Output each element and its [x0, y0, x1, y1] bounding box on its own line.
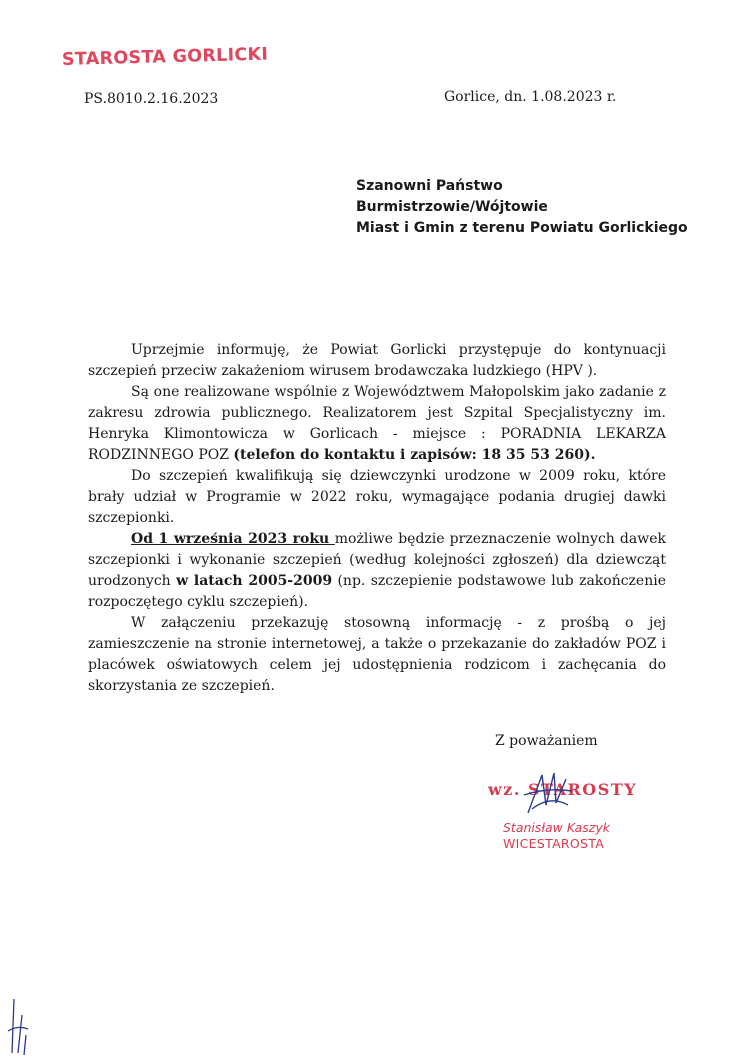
- paragraph-3: Do szczepień kwalifikują się dziewczynki urodzone w 2009 roku, które brały udział w Programie w 2022 roku, wymagające podania drugiej dawki szczepionki.: [88, 468, 666, 526]
- closing-phrase: Z poważaniem: [495, 733, 598, 749]
- signatory-name: Stanisław Kaszyk: [503, 820, 610, 835]
- margin-initials: [0, 995, 40, 1057]
- paragraph-4: Od 1 września 2023 roku możliwe będzie przeznaczenie wolnych dawek szczepionki i wykonanie szczepień (według kolejności zgłoszeń) dla dziewcząt urodzonych w latach 2005-2009 (np. szczepienie podstawowe lub zakończenie rozpoczętego cyklu szczepień).: [88, 531, 666, 610]
- letter-body: [88, 340, 666, 697]
- place-date: Gorlice, dn. 1.08.2023 r.: [444, 89, 617, 105]
- handwritten-signature: [520, 765, 580, 825]
- signatory-title: WICESTAROSTA: [503, 836, 605, 851]
- start-date: Od 1 września 2023 roku: [131, 531, 335, 547]
- paragraph-1: Uprzejmie informuję, że Powiat Gorlicki przystępuje do kontynuacji szczepień przeciw zakażeniom wirusem brodawczaka ludzkiego (HPV ).: [88, 342, 666, 379]
- issuer-stamp: STAROSTA GORLICKI: [61, 44, 269, 70]
- phone-contact: (telefon do kontaktu i zapisów: 18 35 53 260).: [233, 447, 596, 463]
- birth-years: w latach 2005-2009: [176, 573, 333, 589]
- addressee-line-3: Miast i Gmin z terenu Powiatu Gorlickiego: [356, 220, 688, 236]
- paragraph-5: W załączeniu przekazuję stosowną informację - z prośbą o jej zamieszczenie na stronie internetowej, a także o przekazanie do zakładów POZ i placówek oświatowych celem jej udostępnienia rodzicom i zachęcania do skorzystania ze szczepień.: [88, 615, 666, 694]
- addressee-line-1: Szanowni Państwo: [356, 178, 503, 194]
- reference-number: PS.8010.2.16.2023: [84, 91, 219, 107]
- signature-stamp: wz. STAROSTY: [488, 780, 638, 799]
- paragraph-2: Są one realizowane wspólnie z Województwem Małopolskim jako zadanie z zakresu zdrowia publicznego. Realizatorem jest Szpital Specjalistyczny im. Henryka Klimontowicza w Gorlicach - miejsce : PORADNIA LEKARZA RODZINNEGO POZ (telefon do kontaktu i zapisów: 18 35 53 260).: [88, 384, 666, 463]
- addressee-line-2: Burmistrzowie/Wójtowie: [356, 199, 548, 215]
